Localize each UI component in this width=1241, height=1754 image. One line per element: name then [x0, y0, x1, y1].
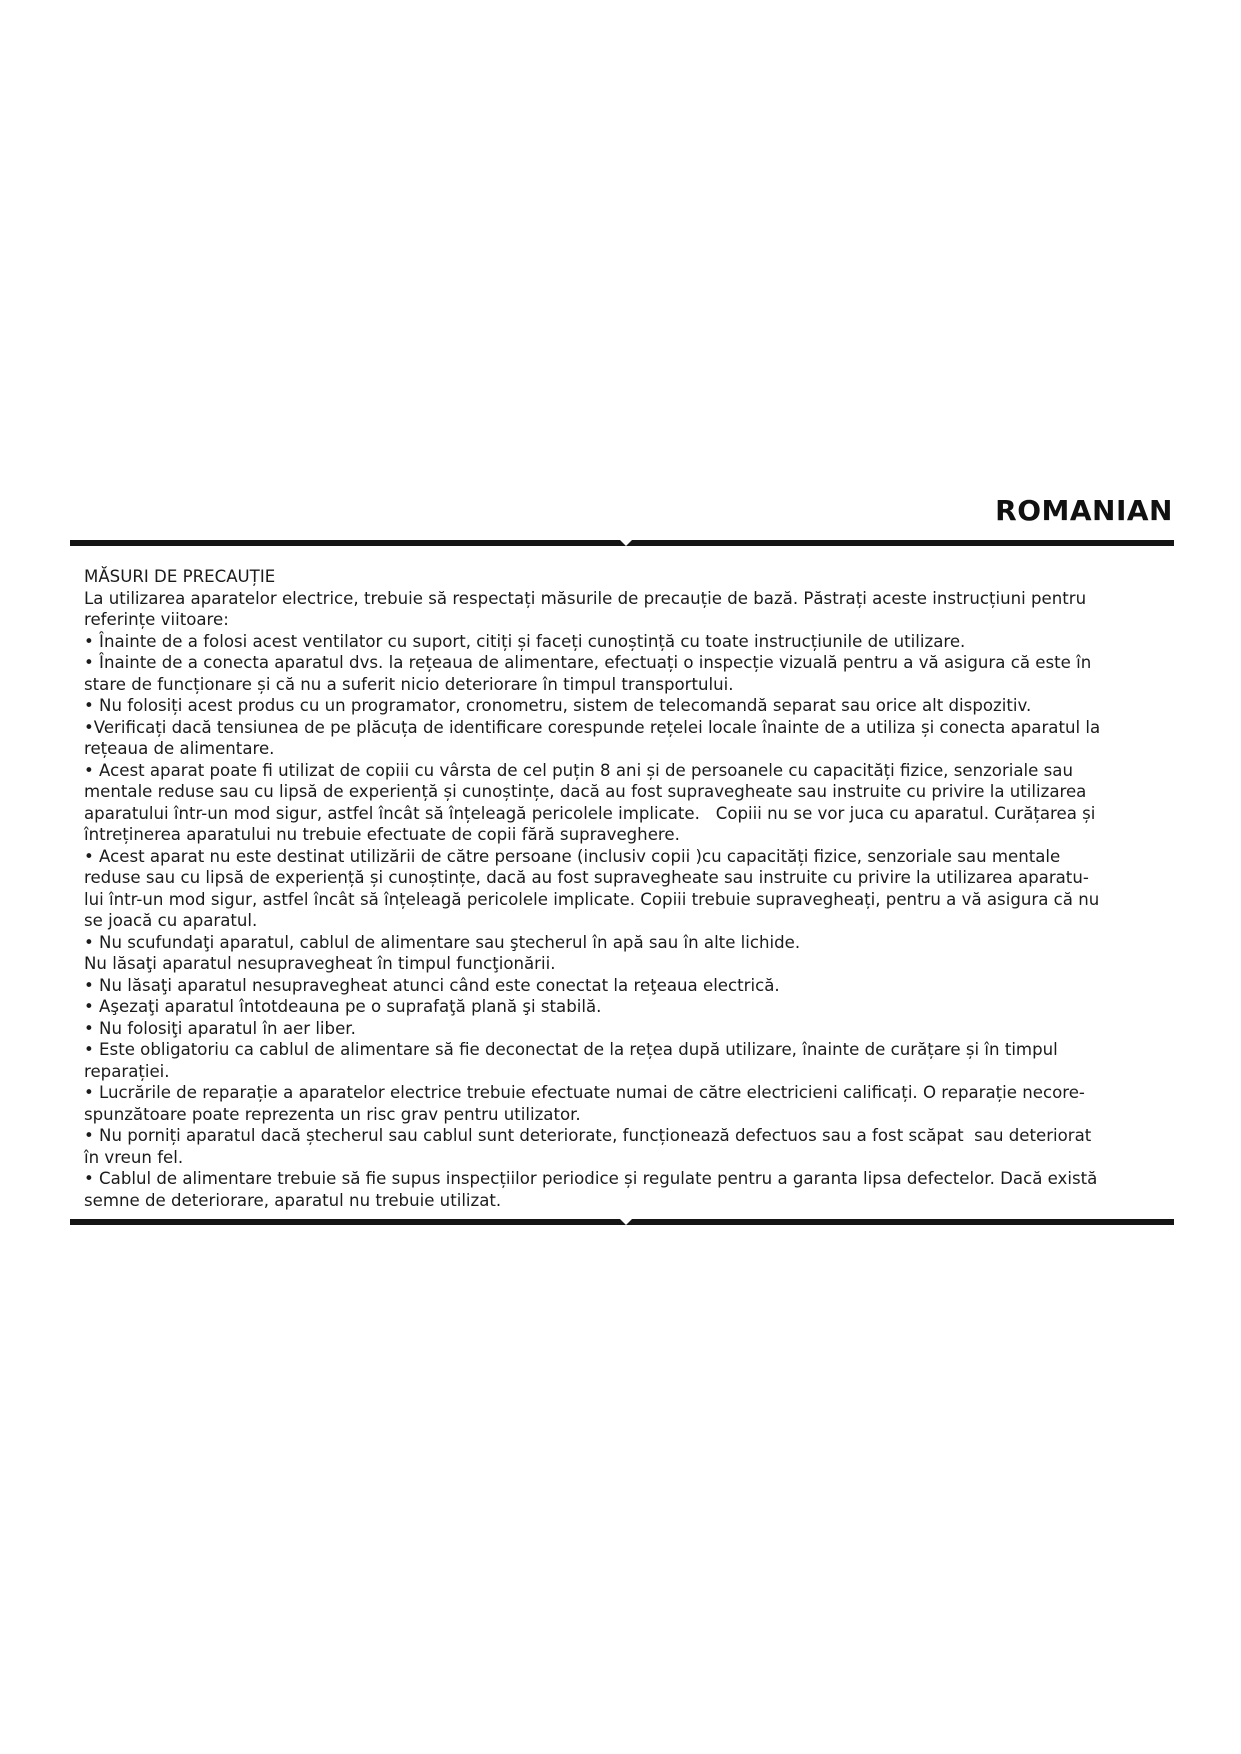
text-line: •Verificați dacă tensiunea de pe plăcuța de identificare corespunde rețelei locale înainte de a utiliza și conecta aparatul la — [84, 717, 1101, 737]
text-line: reduse sau cu lipsă de experiență și cunoștințe, dacă au fost supravegheate sau instruite cu privire la utilizarea aparatu- — [84, 868, 1089, 887]
text-line: Nu lăsaţi aparatul nesupravegheat în timpul funcţionării. — [84, 954, 556, 973]
text-line: în vreun fel. — [84, 1147, 184, 1167]
text-line: referințe viitoare: — [84, 610, 229, 629]
text-line: • Nu folosiți acest produs cu un programator, cronometru, sistem de telecomandă separat sau orice alt dispozitiv. — [84, 696, 1032, 715]
text-line: • Nu lăsaţi aparatul nesupravegheat atunci când este conectat la reţeaua electrică. — [84, 975, 780, 995]
text-line: • Este obligatoriu ca cablul de alimentare să fie deconectat de la rețea după utilizare, înainte de curățare și în timpul — [84, 1040, 1058, 1059]
section-title: MĂSURI DE PRECAUȚIE — [84, 567, 276, 586]
page-heading: ROMANIAN — [995, 494, 1173, 527]
text-line: lui într-un mod sigur, astfel încât să înțeleagă pericolele implicate. Copiii trebuie supravegheați, pentru a vă asigura că nu — [84, 889, 1100, 909]
text-line: reparației. — [84, 1061, 170, 1081]
text-line: • Înainte de a conecta aparatul dvs. la rețeaua de alimentare, efectuați o inspecție vizuală pentru a vă asigura că este în — [84, 653, 1092, 672]
text-line: • Cablul de alimentare trebuie să fie supus inspecțiilor periodice și regulate pentru a garanta lipsa defectelor. Dacă există — [84, 1169, 1098, 1188]
divider-notch — [620, 1219, 632, 1225]
text-line: rețeaua de alimentare. — [84, 739, 275, 758]
precautions-text — [84, 566, 1174, 1211]
text-line: • Înainte de a folosi acest ventilator cu suport, citiți și faceți cunoștință cu toate instrucțiunile de utilizare. — [84, 631, 966, 651]
text-line: stare de funcționare și că nu a suferit nicio deteriorare în timpul transportului. — [84, 674, 734, 694]
text-line: • Nu scufundaţi aparatul, cablul de alimentare sau ştecherul în apă sau în alte lichide. — [84, 932, 801, 952]
top-divider — [70, 540, 1174, 546]
text-line: • Lucrările de reparație a aparatelor electrice trebuie efectuate numai de către electricieni calificați. O reparație necore- — [84, 1083, 1085, 1102]
text-line: semne de deteriorare, aparatul nu trebuie utilizat. — [84, 1190, 502, 1210]
bottom-divider — [70, 1219, 1174, 1225]
text-line: întreținerea aparatului nu trebuie efectuate de copii fără supraveghere. — [84, 825, 680, 844]
divider-notch — [620, 540, 632, 546]
text-line: • Acest aparat nu este destinat utilizării de către persoane (inclusiv copii )cu capacități fizice, senzoriale sau mentale — [84, 846, 1061, 866]
text-line: • Nu porniți aparatul dacă ștecherul sau cablul sunt deteriorate, funcționează defectuos sau a fost scăpat sau deteriorat — [84, 1126, 1092, 1145]
text-line: La utilizarea aparatelor electrice, trebuie să respectați măsurile de precauție de bază. Păstrați aceste instrucțiuni pentru — [84, 588, 1087, 608]
text-line: • Acest aparat poate fi utilizat de copiii cu vârsta de cel puțin 8 ani și de persoanele cu capacități fizice, senzoriale sau — [84, 760, 1073, 780]
text-line: aparatului într-un mod sigur, astfel încât să înțeleagă pericolele implicate. Copiii nu se vor juca cu aparatul. Curățarea și — [84, 803, 1096, 823]
text-line: • Aşezaţi aparatul întotdeauna pe o suprafaţă plană şi stabilă. — [84, 997, 602, 1016]
text-line: mentale reduse sau cu lipsă de experiență și cunoștințe, dacă au fost supravegheate sau instruite cu privire la utilizarea — [84, 782, 1087, 801]
text-line: spunzătoare poate reprezenta un risc grav pentru utilizator. — [84, 1104, 581, 1124]
text-line: se joacă cu aparatul. — [84, 911, 258, 930]
text-line: • Nu folosiţi aparatul în aer liber. — [84, 1018, 356, 1038]
